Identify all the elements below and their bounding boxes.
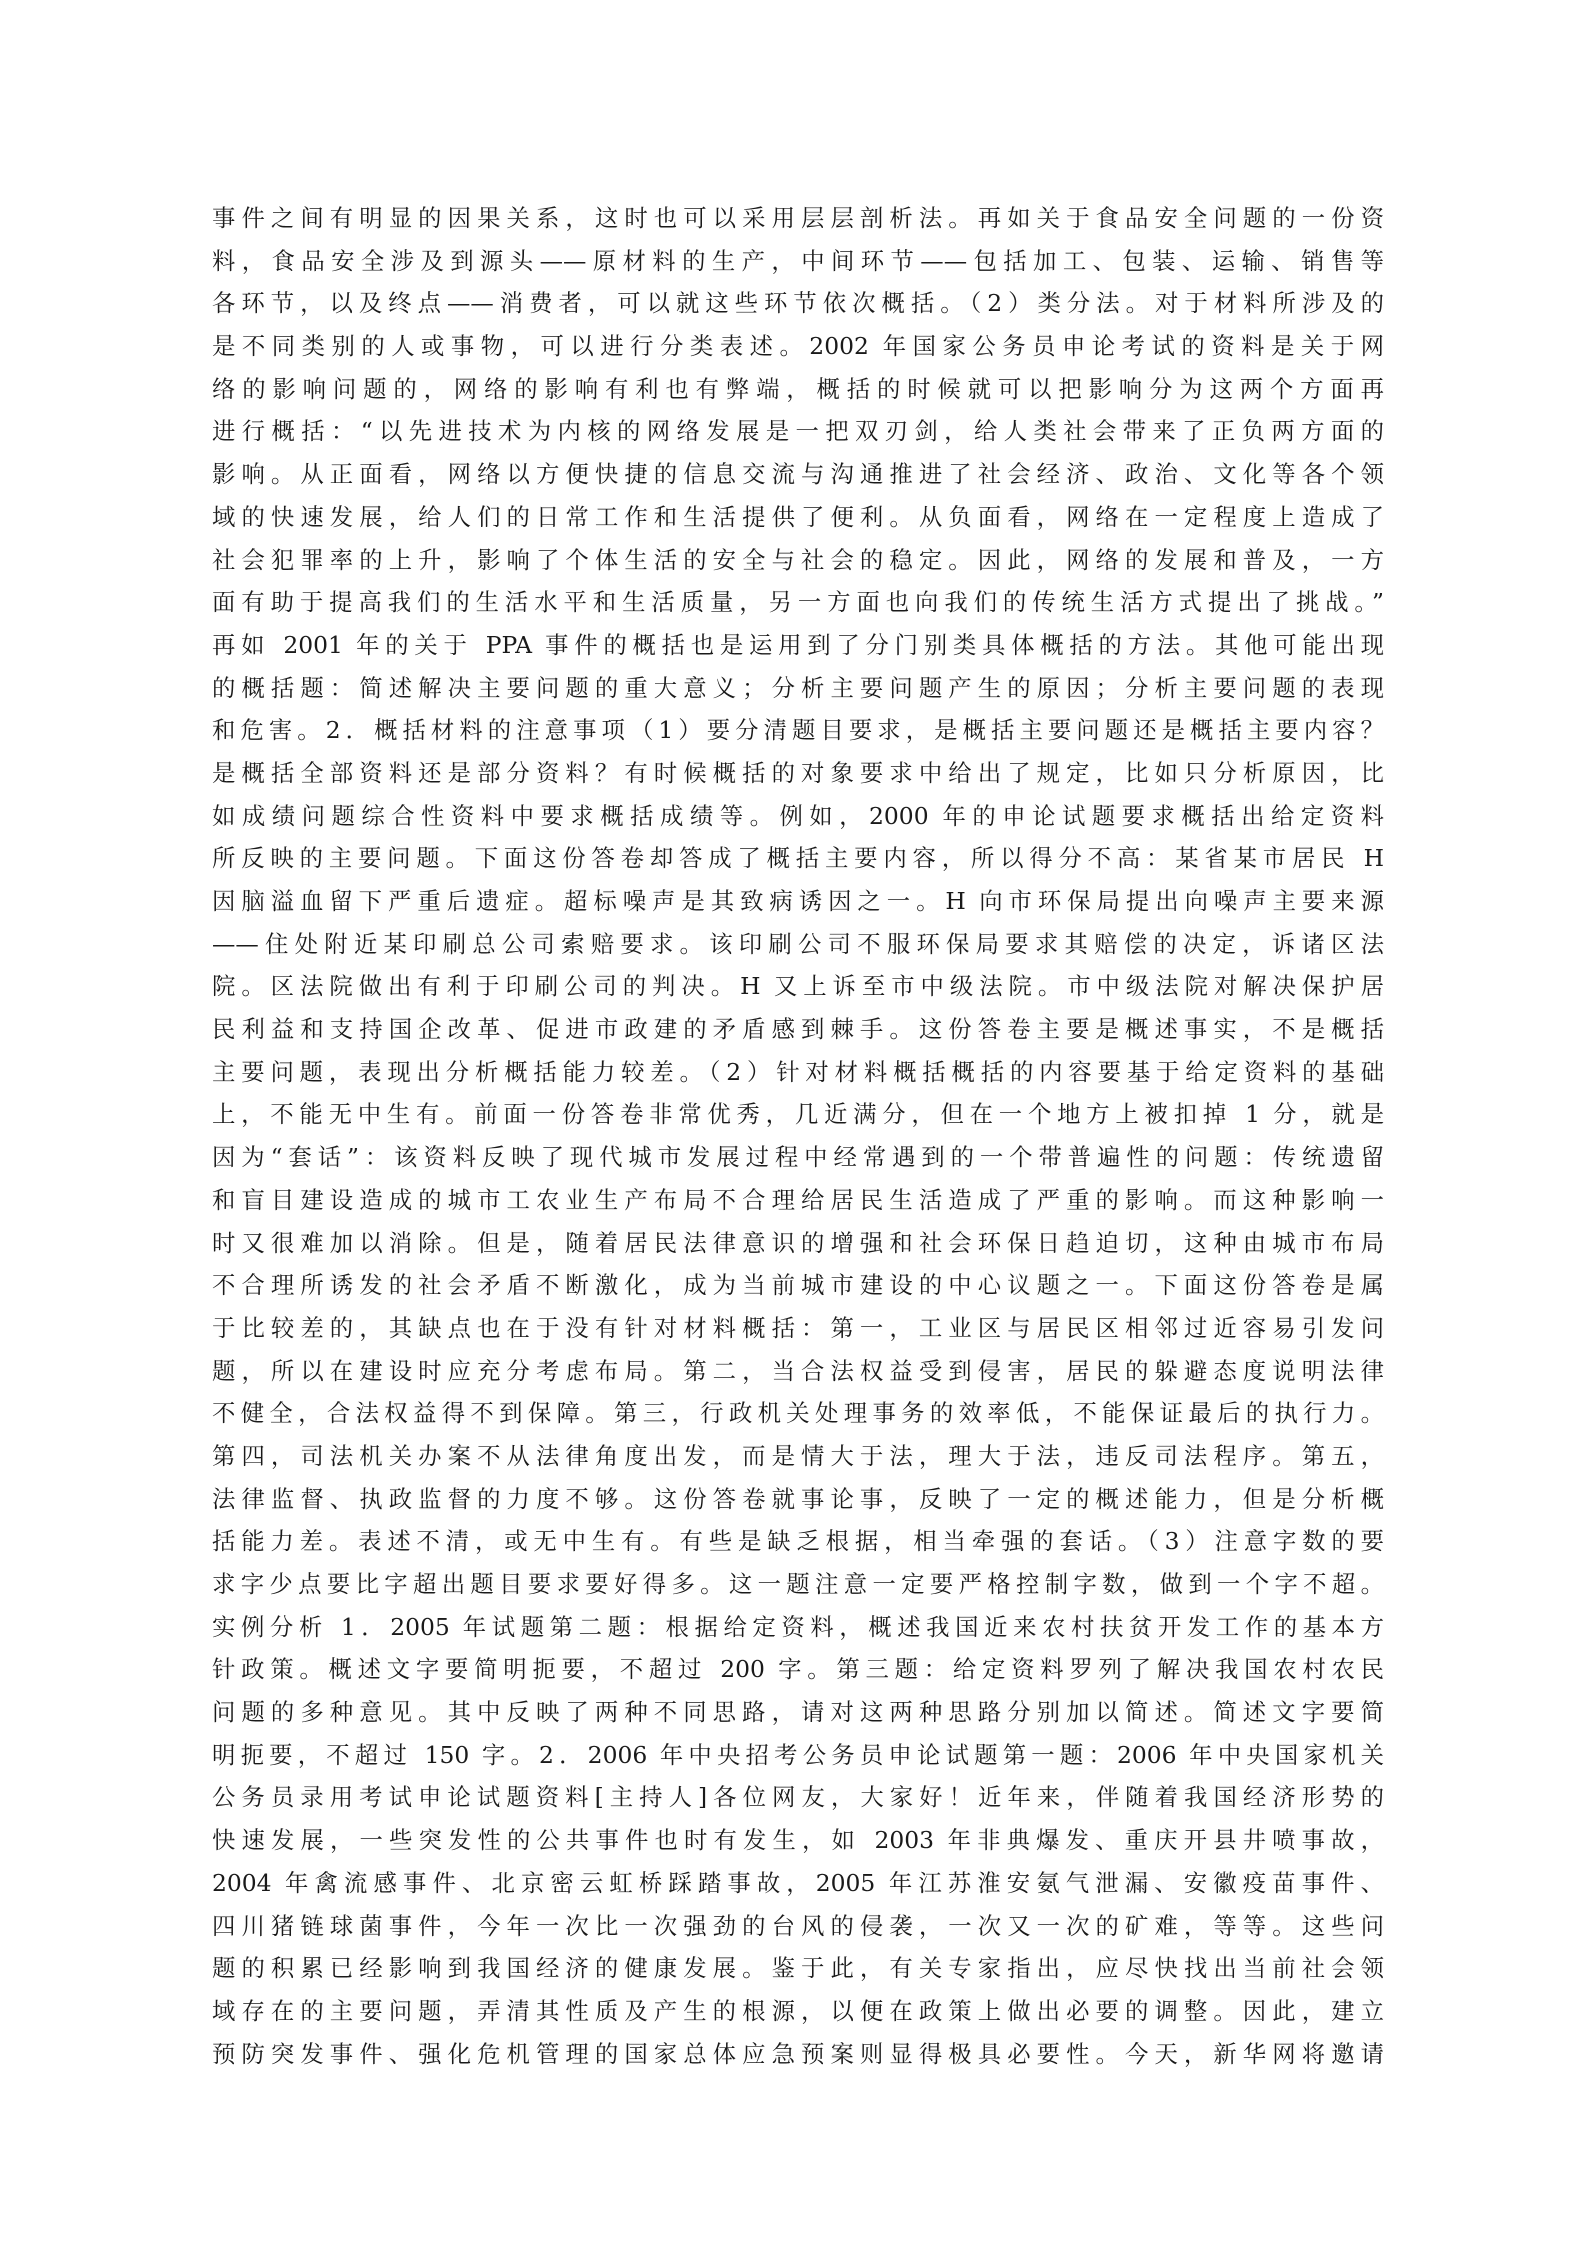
text-line: 四川猪链球菌事件，今年一次比一次强劲的台风的侵袭，一次又一次的矿难，等等。这些问 [212,1911,1384,1940]
text-line: 面有助于提高我们的生活水平和生活质量，另一方面也向我们的传统生活方式提出了挑战。” [212,588,1384,617]
text-line: 进行概括：“以先进技术为内核的网络发展是一把双刃剑，给人类社会带来了正负两方面的 [212,417,1384,446]
text-line: 快速发展，一些突发性的公共事件也时有发生，如 2003 年非典爆发、重庆开县井喷事故， [212,1826,1384,1855]
text-line: 的概括题：简述解决主要问题的重大意义；分析主要问题产生的原因；分析主要问题的表现 [212,673,1384,702]
text-line: 和危害。2．概括材料的注意事项（1）要分清题目要求，是概括主要问题还是概括主要内容？ [212,716,1384,745]
text-line: 是不同类别的人或事物，可以进行分类表述。2002 年国家公务员申论考试的资料是关于网 [212,332,1384,361]
text-line: 络的影响问题的，网络的影响有利也有弊端，概括的时候就可以把影响分为这两个方面再 [212,374,1384,403]
text-line: 所反映的主要问题。下面这份答卷却答成了概括主要内容，所以得分不高：某省某市居民 H [212,844,1384,873]
text-line: 题的积累已经影响到我国经济的健康发展。鉴于此，有关专家指出，应尽快找出当前社会领 [212,1954,1384,1983]
text-line: 预防突发事件、强化危机管理的国家总体应急预案则显得极具必要性。今天，新华网将邀请 [212,2039,1384,2068]
text-line: 于比较差的，其缺点也在于没有针对材料概括：第一，工业区与居民区相邻过近容易引发问 [212,1313,1384,1342]
text-line: 实例分析 1．2005 年试题第二题：根据给定资料，概述我国近来农村扶贫开发工作的基本方 [212,1612,1384,1641]
text-line: 再如 2001 年的关于 PPA 事件的概括也是运用到了分门别类具体概括的方法。其他可能出现 [212,630,1384,659]
text-line: 主要问题，表现出分析概括能力较差。（2）针对材料概括概括的内容要基于给定资料的基础 [212,1057,1384,1086]
text-line: 域的快速发展，给人们的日常工作和生活提供了便利。从负面看，网络在一定程度上造成了 [212,502,1384,531]
text-line: 上，不能无中生有。前面一份答卷非常优秀，几近满分，但在一个地方上被扣掉 1 分，就是 [212,1100,1384,1129]
text-line: 院。区法院做出有利于印刷公司的判决。H 又上诉至市中级法院。市中级法院对解决保护居 [212,972,1384,1001]
text-line: 因为“套话”：该资料反映了现代城市发展过程中经常遇到的一个带普遍性的问题：传统遗留 [212,1143,1384,1172]
text-line: 不健全，合法权益得不到保障。第三，行政机关处理事务的效率低，不能保证最后的执行力。 [212,1399,1384,1428]
text-line: 针政策。概述文字要简明扼要，不超过 200 字。第三题：给定资料罗列了解决我国农村农民 [212,1655,1384,1684]
text-line: 如成绩问题综合性资料中要求概括成绩等。例如，2000 年的申论试题要求概括出给定资料 [212,801,1384,830]
text-line: 时又很难加以消除。但是，随着居民法律意识的增强和社会环保日趋迫切，这种由城市布局 [212,1228,1384,1257]
text-line: 和盲目建设造成的城市工农业生产布局不合理给居民生活造成了严重的影响。而这种影响一 [212,1185,1384,1214]
text-line: 求字少点要比字超出题目要求要好得多。这一题注意一定要严格控制字数，做到一个字不超。 [212,1570,1384,1598]
text-line: 公务员录用考试申论试题资料[主持人]各位网友，大家好！近年来，伴随着我国经济形势的 [212,1783,1384,1812]
text-line: 料，食品安全涉及到源头——原材料的生产，中间环节——包括加工、包装、运输、销售等 [212,246,1384,275]
text-line: 影响。从正面看，网络以方便快捷的信息交流与沟通推进了社会经济、政治、文化等各个领 [212,460,1384,489]
text-line: 是概括全部资料还是部分资料？有时候概括的对象要求中给出了规定，比如只分析原因，比 [212,758,1384,787]
text-line: 不合理所诱发的社会矛盾不断激化，成为当前城市建设的中心议题之一。下面这份答卷是属 [212,1271,1384,1300]
text-line: 各环节，以及终点——消费者，可以就这些环节依次概括。（2）类分法。对于材料所涉及的 [212,289,1384,318]
text-line: 2004 年禽流感事件、北京密云虹桥踩踏事故，2005 年江苏淮安氨气泄漏、安徽疫苗事件、 [212,1868,1384,1897]
text-line: 社会犯罪率的上升，影响了个体生活的安全与社会的稳定。因此，网络的发展和普及，一方 [212,545,1384,574]
text-line: 法律监督、执政监督的力度不够。这份答卷就事论事，反映了一定的概述能力，但是分析概 [212,1484,1384,1513]
text-line: 问题的多种意见。其中反映了两种不同思路，请对这两种思路分别加以简述。简述文字要简 [212,1698,1384,1727]
text-line: 事件之间有明显的因果关系，这时也可以采用层层剖析法。再如关于食品安全问题的一份资 [212,204,1384,232]
text-line: 因脑溢血留下严重后遗症。超标噪声是其致病诱因之一。H 向市环保局提出向噪声主要来源 [212,887,1384,915]
body-text [212,197,1384,2075]
text-line: 域存在的主要问题，弄清其性质及产生的根源，以便在政策上做出必要的调整。因此，建立 [212,1996,1384,2025]
text-line: 第四，司法机关办案不从法律角度出发，而是情大于法，理大于法，违反司法程序。第五， [212,1441,1384,1470]
text-line: 括能力差。表述不清，或无中生有。有些是缺乏根据，相当牵强的套话。（3）注意字数的要 [212,1527,1384,1556]
text-line: 民利益和支持国企改革、促进市政建的矛盾感到棘手。这份答卷主要是概述事实，不是概括 [212,1015,1384,1044]
text-line: 明扼要，不超过 150 字。2．2006 年中央招考公务员申论试题第一题：2006 年中央国家机关 [212,1740,1384,1769]
text-line: 题，所以在建设时应充分考虑布局。第二，当合法权益受到侵害，居民的躲避态度说明法律 [212,1356,1384,1385]
text-line: ——住处附近某印刷总公司索赔要求。该印刷公司不服环保局要求其赔偿的决定，诉诸区法 [212,929,1384,958]
